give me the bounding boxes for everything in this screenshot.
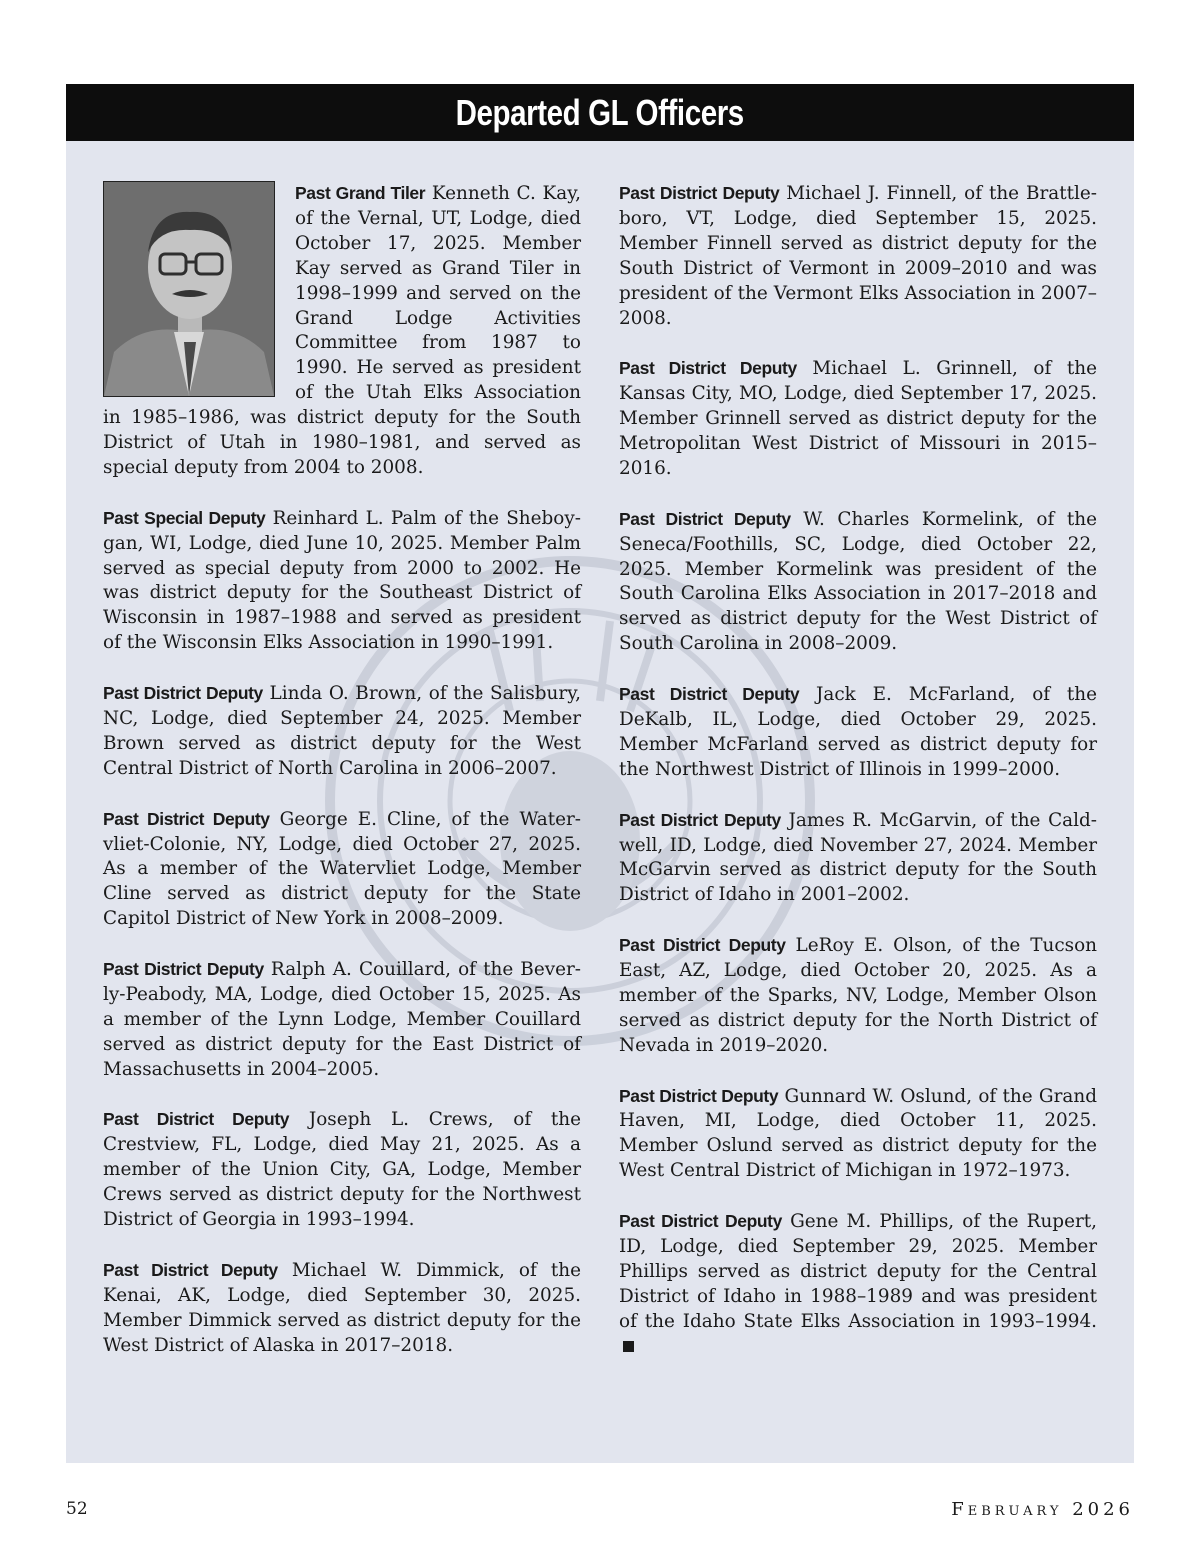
entry-text: Linda O. Brown, of the Salisbury, NC, Lodge, died September 24, 2025. Member Brown served as district deputy for the West Central District of North Carolina in 2006–2007.: [103, 683, 581, 779]
entry-text: Reinhard L. Palm of the Sheboygan, WI, Lodge, died June 10, 2025. Member Palm served as special deputy from 2000 to 2002. He was district deputy for the Southeast District of Wisconsin in 1987–1988 and served as president of the Wisconsin Elks Association in 1990–1991.: [103, 507, 581, 654]
page-title: Departed GL Officers: [455, 91, 745, 133]
entry-title: Past District Deputy: [619, 1085, 779, 1106]
entry-text: James R. McGarvin, of the Caldwell, ID, Lodge, died November 27, 2024. Member McGarvin served as district deputy for the South District of Idaho in 2001–2002.: [619, 809, 1097, 906]
entry-text: Michael W. Dimmick, of the Kenai, AK, Lodge, died September 30, 2025. Member Dimmick served as district deputy for the West District of Alaska in 2017–2018.: [103, 1259, 581, 1356]
obituary-entry: [103, 1107, 581, 1233]
entry-title: Past District Deputy: [103, 683, 263, 704]
page-header-bar: [66, 84, 1134, 141]
entry-text: W. Charles Kormelink, of the Seneca/Foothills, SC, Lodge, died October 22, 2025. Member Kormelink was president of the South Carolina Elks Association in 2017–2018 and served as district deputy for the West District of South Carolina in 2008–2009.: [619, 508, 1097, 655]
left-column: [103, 181, 581, 1383]
entry-title: Past District Deputy: [103, 959, 264, 980]
entry-title: Past District Deputy: [103, 1259, 278, 1280]
entry-title: Past District Deputy: [619, 183, 780, 203]
obituary-entry: [619, 933, 1097, 1059]
obituary-entry: [619, 507, 1097, 657]
entry-text: Kenneth C. Kay, of the Vernal, UT, Lodge, died October 17, 2025. Member Kay served as Grand Tiler in 1998–1999 and served on the Grand Lodge Activities Committee from 1987 to 1990. He served as president of the Utah Elks Association in 1985–1986, was district deputy for the South District of Utah in 1980–1981, and served as special deputy from 2004 to 2008.: [103, 183, 581, 478]
obituary-entry: [619, 1209, 1097, 1359]
issue-date: February 2026: [951, 1499, 1134, 1520]
portrait-photo: [103, 181, 275, 397]
entry-title: Past Special Deputy: [103, 507, 266, 528]
obituary-entry: [619, 181, 1097, 331]
entry-text: Gunnard W. Oslund, of the Grand Haven, MI, Lodge, died October 11, 2025. Member Oslund served as district deputy for the West Central District of Michigan in 1972–1973.: [619, 1085, 1097, 1182]
entry-text: Michael J. Finnell, of the Brattleboro, VT, Lodge, died September 15, 2025. Member Finnell served as district deputy for the South District of Vermont in 2009–2010 and was president of the Vermont Elks Association in 2007–2008.: [619, 183, 1097, 329]
obituary-entry: [619, 356, 1097, 482]
entry-text: Joseph L. Crews, of the Crestview, FL, Lodge, died May 21, 2025. As a member of the Union City, GA, Lodge, Member Crews served as district deputy for the Northwest District of Georgia in 1993–1994.: [103, 1109, 582, 1231]
entry-title: Past District Deputy: [619, 809, 781, 830]
entry-text: LeRoy E. Olson, of the Tucson East, AZ, Lodge, died October 20, 2025. As a member of the Sparks, NV, Lodge, Member Olson served as district deputy for the North District of Nevada in 2019–2020.: [619, 935, 1097, 1056]
obituary-entry: [619, 1084, 1097, 1185]
entry-title: Past District Deputy: [103, 808, 270, 829]
entry-text: Ralph A. Couillard, of the Beverly-Peabody, MA, Lodge, died October 15, 2025. As a member of the Lynn Lodge, Member Couillard served as district deputy for the East District of Massachusetts in 2004–2005.: [103, 959, 581, 1080]
entry-text: Michael L. Grinnell, of the Kansas City, MO, Lodge, died September 17, 2025. Member Grinnell served as district deputy for the Metropolitan West District of Missouri in 2015–2016.: [619, 358, 1098, 479]
entry-title: Past District Deputy: [103, 1109, 290, 1130]
content-panel: [66, 141, 1134, 1463]
obituary-entry: [619, 682, 1097, 783]
entry-title: Past District Deputy: [619, 935, 786, 956]
end-of-article-mark: [623, 1341, 634, 1352]
right-column: [619, 181, 1097, 1384]
obituary-entry: [619, 808, 1097, 909]
obituary-entry: [103, 807, 581, 933]
obituary-entry: [103, 957, 581, 1083]
entry-title: Past District Deputy: [619, 508, 791, 529]
entry-text: George E. Cline, of the Watervliet-Colonie, NY, Lodge, died October 27, 2025. As a member of the Watervliet Lodge, Member Cline served as district deputy for the State Capitol District of New York in 2008–2009.: [103, 808, 581, 930]
entry-text: Jack E. McFarland, of the DeKalb, IL, Lodge, died October 29, 2025. Member McFarland served as district deputy for the Northwest District of Illinois in 1999–2000.: [619, 684, 1097, 780]
page-number: 52: [66, 1499, 88, 1519]
entry-title: Past Grand Tiler: [295, 183, 426, 203]
entry-title: Past District Deputy: [619, 1211, 782, 1232]
obituary-entry: [103, 181, 581, 481]
obituary-entry: [103, 506, 581, 656]
obituary-entry: [103, 1258, 581, 1359]
entry-title: Past District Deputy: [619, 358, 797, 379]
entry-text: Gene M. Phillips, of the Rupert, ID, Lodge, died September 29, 2025. Member Phillips served as district deputy for the Central District of Idaho in 1988–1989 and was president of the Idaho State Elks Association in 1993–1994.: [619, 1211, 1097, 1332]
entry-title: Past District Deputy: [619, 684, 800, 705]
obituary-entry: [103, 681, 581, 782]
